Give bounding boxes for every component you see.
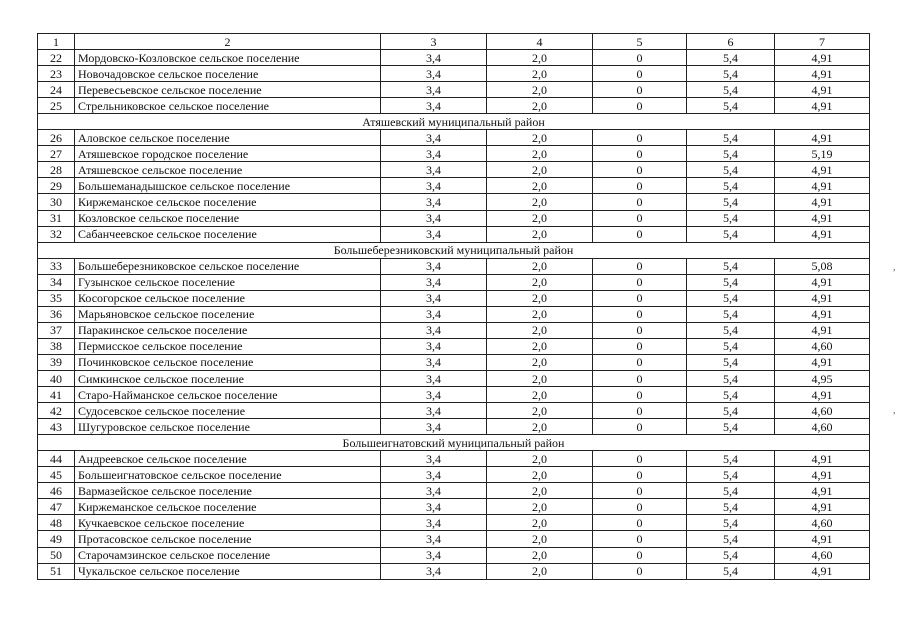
value-cell-col3: 3,4	[381, 563, 487, 579]
value-cell-col6: 5,4	[687, 483, 775, 499]
value-cell-col5: 0	[593, 563, 687, 579]
value-cell-col5: 0	[593, 258, 687, 274]
value-cell-col3: 3,4	[381, 467, 487, 483]
value-cell-col4: 2,0	[487, 547, 593, 563]
value-cell-col7: 4,91	[775, 387, 870, 403]
value-cell-col4: 2,0	[487, 499, 593, 515]
value-cell-col6: 5,4	[687, 467, 775, 483]
settlement-name-cell: Сабанчеевское сельское поселение	[75, 226, 381, 242]
value-cell-col3: 3,4	[381, 451, 487, 467]
value-cell-col7: 5,08	[775, 258, 870, 274]
value-cell-col6: 5,4	[687, 274, 775, 290]
value-cell-col3: 3,4	[381, 98, 487, 114]
table-row	[38, 290, 870, 306]
value-cell-col5: 0	[593, 50, 687, 66]
value-cell-col6: 5,4	[687, 306, 775, 322]
value-cell-col3: 3,4	[381, 226, 487, 242]
value-cell-col5: 0	[593, 451, 687, 467]
settlement-name-cell: Новочадовское сельское поселение	[75, 66, 381, 82]
row-number-cell: 28	[38, 162, 75, 178]
value-cell-col4: 2,0	[487, 162, 593, 178]
value-cell-col4: 2,0	[487, 50, 593, 66]
column-number-cell: 3	[381, 34, 487, 50]
settlement-name-cell: Судосевское сельское поселение	[75, 403, 381, 419]
value-cell-col7: 4,91	[775, 467, 870, 483]
value-cell-col7: 5,19	[775, 146, 870, 162]
value-cell-col6: 5,4	[687, 370, 775, 386]
value-cell-col7: 4,91	[775, 194, 870, 210]
row-number-cell: 36	[38, 306, 75, 322]
margin-mark: ,	[893, 405, 896, 416]
margin-mark: ,	[893, 262, 896, 273]
value-cell-col7: 4,60	[775, 547, 870, 563]
value-cell-col6: 5,4	[687, 338, 775, 354]
value-cell-col3: 3,4	[381, 306, 487, 322]
value-cell-col4: 2,0	[487, 515, 593, 531]
value-cell-col7: 4,91	[775, 322, 870, 338]
value-cell-col3: 3,4	[381, 403, 487, 419]
value-cell-col5: 0	[593, 66, 687, 82]
value-cell-col7: 4,91	[775, 226, 870, 242]
value-cell-col5: 0	[593, 290, 687, 306]
value-cell-col4: 2,0	[487, 531, 593, 547]
value-cell-col3: 3,4	[381, 387, 487, 403]
value-cell-col3: 3,4	[381, 515, 487, 531]
value-cell-col7: 4,91	[775, 451, 870, 467]
value-cell-col7: 4,91	[775, 162, 870, 178]
value-cell-col7: 4,91	[775, 563, 870, 579]
row-number-cell: 49	[38, 531, 75, 547]
row-number-cell: 23	[38, 66, 75, 82]
column-number-cell: 4	[487, 34, 593, 50]
settlement-name-cell: Андреевское сельское поселение	[75, 451, 381, 467]
table-row	[38, 66, 870, 82]
row-number-cell: 26	[38, 130, 75, 146]
value-cell-col7: 4,91	[775, 499, 870, 515]
value-cell-col6: 5,4	[687, 387, 775, 403]
settlement-name-cell: Атяшевское сельское поселение	[75, 162, 381, 178]
table-row	[38, 354, 870, 370]
table-row	[38, 226, 870, 242]
row-number-cell: 51	[38, 563, 75, 579]
settlement-name-cell: Киржеманское сельское поселение	[75, 499, 381, 515]
value-cell-col6: 5,4	[687, 354, 775, 370]
value-cell-col6: 5,4	[687, 322, 775, 338]
value-cell-col4: 2,0	[487, 451, 593, 467]
column-number-cell: 2	[75, 34, 381, 50]
value-cell-col7: 4,91	[775, 98, 870, 114]
value-cell-col5: 0	[593, 178, 687, 194]
value-cell-col4: 2,0	[487, 370, 593, 386]
value-cell-col3: 3,4	[381, 82, 487, 98]
value-cell-col4: 2,0	[487, 306, 593, 322]
table-row	[38, 563, 870, 579]
row-number-cell: 43	[38, 419, 75, 435]
row-number-cell: 22	[38, 50, 75, 66]
row-number-cell: 48	[38, 515, 75, 531]
value-cell-col3: 3,4	[381, 130, 487, 146]
value-cell-col6: 5,4	[687, 50, 775, 66]
row-number-cell: 30	[38, 194, 75, 210]
value-cell-col6: 5,4	[687, 290, 775, 306]
value-cell-col6: 5,4	[687, 258, 775, 274]
value-cell-col7: 4,91	[775, 66, 870, 82]
value-cell-col4: 2,0	[487, 338, 593, 354]
row-number-cell: 50	[38, 547, 75, 563]
value-cell-col5: 0	[593, 547, 687, 563]
value-cell-col5: 0	[593, 210, 687, 226]
value-cell-col3: 3,4	[381, 531, 487, 547]
value-cell-col3: 3,4	[381, 483, 487, 499]
table-row	[38, 130, 870, 146]
settlement-name-cell: Починковское сельское поселение	[75, 354, 381, 370]
value-cell-col7: 4,91	[775, 483, 870, 499]
settlement-name-cell: Старо-Найманское сельское поселение	[75, 387, 381, 403]
value-cell-col3: 3,4	[381, 419, 487, 435]
value-cell-col3: 3,4	[381, 258, 487, 274]
value-cell-col4: 2,0	[487, 178, 593, 194]
table-row	[38, 483, 870, 499]
value-cell-col4: 2,0	[487, 563, 593, 579]
row-number-cell: 24	[38, 82, 75, 98]
settlement-name-cell: Марьяновское сельское поселение	[75, 306, 381, 322]
table-body	[38, 34, 870, 580]
value-cell-col6: 5,4	[687, 98, 775, 114]
settlement-name-cell: Пермисское сельское поселение	[75, 338, 381, 354]
value-cell-col4: 2,0	[487, 194, 593, 210]
value-cell-col3: 3,4	[381, 50, 487, 66]
value-cell-col3: 3,4	[381, 370, 487, 386]
table-row	[38, 387, 870, 403]
district-title: Атяшевский муниципальный район	[38, 114, 870, 130]
value-cell-col4: 2,0	[487, 130, 593, 146]
table-row	[38, 370, 870, 386]
value-cell-col6: 5,4	[687, 178, 775, 194]
value-cell-col7: 4,60	[775, 515, 870, 531]
table-row	[38, 98, 870, 114]
table-row	[38, 467, 870, 483]
settlement-name-cell: Гузынское сельское поселение	[75, 274, 381, 290]
value-cell-col7: 4,91	[775, 50, 870, 66]
value-cell-col6: 5,4	[687, 66, 775, 82]
row-number-cell: 34	[38, 274, 75, 290]
value-cell-col3: 3,4	[381, 290, 487, 306]
value-cell-col5: 0	[593, 370, 687, 386]
value-cell-col4: 2,0	[487, 483, 593, 499]
value-cell-col4: 2,0	[487, 146, 593, 162]
value-cell-col7: 4,91	[775, 290, 870, 306]
settlement-name-cell: Атяшевское городское поселение	[75, 146, 381, 162]
value-cell-col4: 2,0	[487, 82, 593, 98]
row-number-cell: 32	[38, 226, 75, 242]
value-cell-col5: 0	[593, 322, 687, 338]
row-number-cell: 33	[38, 258, 75, 274]
value-cell-col3: 3,4	[381, 146, 487, 162]
value-cell-col5: 0	[593, 515, 687, 531]
row-number-cell: 29	[38, 178, 75, 194]
table-row	[38, 146, 870, 162]
value-cell-col5: 0	[593, 82, 687, 98]
value-cell-col3: 3,4	[381, 66, 487, 82]
column-number-cell: 7	[775, 34, 870, 50]
value-cell-col6: 5,4	[687, 419, 775, 435]
settlement-name-cell: Протасовское сельское поселение	[75, 531, 381, 547]
value-cell-col3: 3,4	[381, 162, 487, 178]
value-cell-col4: 2,0	[487, 467, 593, 483]
settlement-name-cell: Чукальское сельское поселение	[75, 563, 381, 579]
table-row	[38, 451, 870, 467]
row-number-cell: 39	[38, 354, 75, 370]
settlement-rates-table	[37, 33, 870, 580]
table-row	[38, 419, 870, 435]
value-cell-col6: 5,4	[687, 146, 775, 162]
settlement-name-cell: Паракинское сельское поселение	[75, 322, 381, 338]
row-number-cell: 38	[38, 338, 75, 354]
value-cell-col5: 0	[593, 306, 687, 322]
value-cell-col7: 4,91	[775, 178, 870, 194]
table-row	[38, 515, 870, 531]
value-cell-col6: 5,4	[687, 499, 775, 515]
value-cell-col6: 5,4	[687, 82, 775, 98]
value-cell-col5: 0	[593, 354, 687, 370]
value-cell-col6: 5,4	[687, 210, 775, 226]
settlement-name-cell: Косогорское сельское поселение	[75, 290, 381, 306]
value-cell-col5: 0	[593, 274, 687, 290]
value-cell-col6: 5,4	[687, 563, 775, 579]
value-cell-col4: 2,0	[487, 98, 593, 114]
district-header-row	[38, 242, 870, 258]
value-cell-col5: 0	[593, 130, 687, 146]
table-row	[38, 499, 870, 515]
value-cell-col4: 2,0	[487, 322, 593, 338]
settlement-name-cell: Шугуровское сельское поселение	[75, 419, 381, 435]
row-number-cell: 41	[38, 387, 75, 403]
table-row	[38, 547, 870, 563]
value-cell-col7: 4,60	[775, 403, 870, 419]
value-cell-col4: 2,0	[487, 258, 593, 274]
value-cell-col6: 5,4	[687, 451, 775, 467]
settlement-name-cell: Большеберезниковское сельское поселение	[75, 258, 381, 274]
settlement-name-cell: Старочамзинское сельское поселение	[75, 547, 381, 563]
settlement-name-cell: Аловское сельское поселение	[75, 130, 381, 146]
table-row	[38, 194, 870, 210]
value-cell-col6: 5,4	[687, 162, 775, 178]
row-number-cell: 40	[38, 370, 75, 386]
table-row	[38, 531, 870, 547]
value-cell-col3: 3,4	[381, 178, 487, 194]
value-cell-col4: 2,0	[487, 226, 593, 242]
value-cell-col4: 2,0	[487, 387, 593, 403]
value-cell-col5: 0	[593, 98, 687, 114]
value-cell-col5: 0	[593, 483, 687, 499]
column-number-header-row	[38, 34, 870, 50]
value-cell-col5: 0	[593, 531, 687, 547]
value-cell-col6: 5,4	[687, 194, 775, 210]
value-cell-col7: 4,60	[775, 338, 870, 354]
table-row	[38, 162, 870, 178]
value-cell-col7: 4,95	[775, 370, 870, 386]
row-number-cell: 44	[38, 451, 75, 467]
value-cell-col5: 0	[593, 499, 687, 515]
table-row	[38, 50, 870, 66]
value-cell-col6: 5,4	[687, 130, 775, 146]
column-number-cell: 6	[687, 34, 775, 50]
table-row	[38, 178, 870, 194]
value-cell-col4: 2,0	[487, 419, 593, 435]
district-header-row	[38, 114, 870, 130]
value-cell-col5: 0	[593, 387, 687, 403]
value-cell-col3: 3,4	[381, 547, 487, 563]
settlement-name-cell: Мордовско-Козловское сельское поселение	[75, 50, 381, 66]
row-number-cell: 27	[38, 146, 75, 162]
value-cell-col6: 5,4	[687, 547, 775, 563]
table-row	[38, 338, 870, 354]
district-header-row	[38, 435, 870, 451]
value-cell-col3: 3,4	[381, 354, 487, 370]
row-number-cell: 45	[38, 467, 75, 483]
value-cell-col5: 0	[593, 162, 687, 178]
settlement-name-cell: Кучкаевское сельское поселение	[75, 515, 381, 531]
value-cell-col4: 2,0	[487, 290, 593, 306]
value-cell-col3: 3,4	[381, 322, 487, 338]
value-cell-col7: 4,91	[775, 306, 870, 322]
table-row	[38, 274, 870, 290]
row-number-cell: 31	[38, 210, 75, 226]
settlement-name-cell: Стрельниковское сельское поселение	[75, 98, 381, 114]
settlement-name-cell: Большеигнатовское сельское поселение	[75, 467, 381, 483]
value-cell-col7: 4,91	[775, 130, 870, 146]
column-number-cell: 5	[593, 34, 687, 50]
settlement-name-cell: Вармазейское сельское поселение	[75, 483, 381, 499]
value-cell-col5: 0	[593, 194, 687, 210]
value-cell-col4: 2,0	[487, 354, 593, 370]
column-number-cell: 1	[38, 34, 75, 50]
table-row	[38, 82, 870, 98]
row-number-cell: 37	[38, 322, 75, 338]
value-cell-col6: 5,4	[687, 226, 775, 242]
settlement-name-cell: Симкинское сельское поселение	[75, 370, 381, 386]
row-number-cell: 46	[38, 483, 75, 499]
value-cell-col7: 4,91	[775, 531, 870, 547]
value-cell-col7: 4,60	[775, 419, 870, 435]
settlement-name-cell: Козловское сельское поселение	[75, 210, 381, 226]
table-row	[38, 210, 870, 226]
value-cell-col4: 2,0	[487, 66, 593, 82]
district-title: Большеберезниковский муниципальный район	[38, 242, 870, 258]
value-cell-col3: 3,4	[381, 499, 487, 515]
value-cell-col3: 3,4	[381, 194, 487, 210]
value-cell-col7: 4,91	[775, 274, 870, 290]
value-cell-col3: 3,4	[381, 210, 487, 226]
value-cell-col7: 4,91	[775, 354, 870, 370]
district-title: Большеигнатовский муниципальный район	[38, 435, 870, 451]
value-cell-col4: 2,0	[487, 274, 593, 290]
row-number-cell: 42	[38, 403, 75, 419]
value-cell-col3: 3,4	[381, 274, 487, 290]
table-row	[38, 322, 870, 338]
value-cell-col5: 0	[593, 467, 687, 483]
value-cell-col4: 2,0	[487, 210, 593, 226]
value-cell-col5: 0	[593, 419, 687, 435]
value-cell-col5: 0	[593, 403, 687, 419]
row-number-cell: 25	[38, 98, 75, 114]
settlement-name-cell: Большеманадышское сельское поселение	[75, 178, 381, 194]
value-cell-col6: 5,4	[687, 515, 775, 531]
value-cell-col5: 0	[593, 226, 687, 242]
value-cell-col3: 3,4	[381, 338, 487, 354]
table-row	[38, 258, 870, 274]
row-number-cell: 47	[38, 499, 75, 515]
value-cell-col6: 5,4	[687, 531, 775, 547]
table-row	[38, 306, 870, 322]
table-row	[38, 403, 870, 419]
value-cell-col5: 0	[593, 338, 687, 354]
row-number-cell: 35	[38, 290, 75, 306]
value-cell-col5: 0	[593, 146, 687, 162]
value-cell-col4: 2,0	[487, 403, 593, 419]
value-cell-col7: 4,91	[775, 210, 870, 226]
value-cell-col6: 5,4	[687, 403, 775, 419]
settlement-name-cell: Перевесьевское сельское поселение	[75, 82, 381, 98]
settlement-name-cell: Киржеманское сельское поселение	[75, 194, 381, 210]
value-cell-col7: 4,91	[775, 82, 870, 98]
